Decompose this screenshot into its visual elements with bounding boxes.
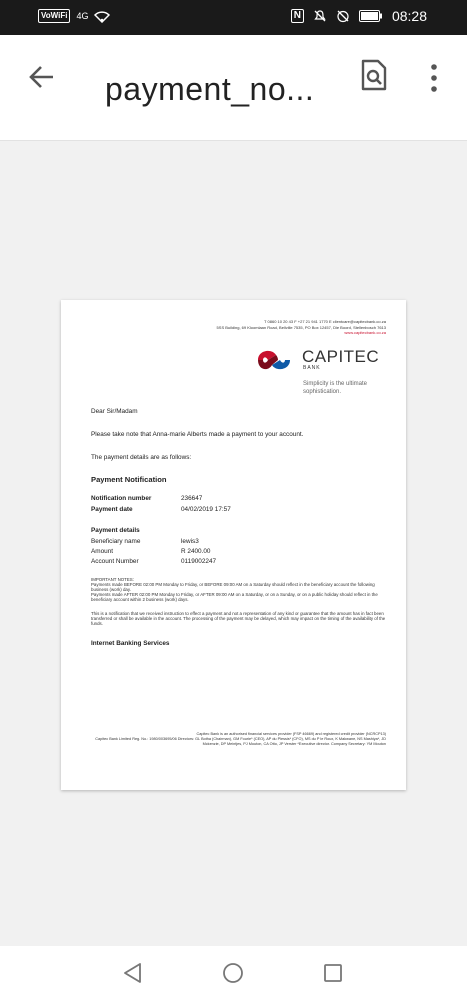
signoff: Internet Banking Services [91,640,170,647]
back-arrow-icon[interactable] [28,63,56,91]
footer-line-1: Capitec Bank is an authorised financial services provider (FSP 46669) and registered credit provider (NCRCP13) [196,732,386,736]
mute-icon [313,9,327,23]
header-website: www.capitecbank.co.za [344,330,386,335]
amount-label: Amount [91,548,114,555]
status-right [291,8,427,24]
back-triangle-icon[interactable] [122,962,144,984]
document-page [61,300,406,790]
vowifi-badge: VoWiFi [38,9,70,23]
capitec-logo [254,346,389,376]
notes-line-2: Payments made AFTER 02:00 PM Monday to Friday, or AFTER 09:00 AM on a Saturday, or on a Sunday, or on a public holiday should reflect in the beneficiary account within 2 business (work) days. [91,592,378,602]
footer-line-2: Capitec Bank Limited Reg. No.: 1980/003695/06 Directors: GL Botha (Chairman), GM Fourie* (CEO), AP du Plessis* (CFO), MS du P le Roux, K Makwane, NS Mashiya*, JD Mckenzie, DP Meintjes, PJ Mouton, CA Otto, JP Verster *Executive director. Company Secretary: YM Mouton [95,737,386,747]
document-footer [86,732,386,748]
notification-number-value: 236647 [181,495,203,502]
status-left [38,9,110,23]
important-notes [91,577,386,602]
bank-contact-header [217,319,386,336]
network-indicator: 4G [76,11,89,21]
battery-icon [359,10,383,22]
account-label: Account Number [91,558,139,565]
alarm-off-icon [336,9,350,23]
search-document-icon[interactable] [360,59,388,91]
home-circle-icon[interactable] [222,962,244,984]
logo-subtitle: BANK [303,365,321,371]
notes-title: IMPORTANT NOTES: [91,577,134,582]
header-contact-line: T 0860 10 20 43 F +27 21 941 1770 E clientcare@capitecbank.co.za [264,319,386,324]
clock: 08:28 [391,8,427,24]
payment-details-heading: Payment details [91,527,140,534]
capitec-logo-mark-icon [254,346,294,374]
nfc-icon: N [291,9,304,23]
beneficiary-label: Beneficiary name [91,538,141,545]
status-bar [0,0,467,35]
notes-line-1: Payments made BEFORE 02:00 PM Monday to Friday, or BEFORE 09:00 AM on a Saturday should reflect in the beneficiary account the following business (work) day. [91,582,375,592]
wifi-icon [94,10,110,23]
intro-text: Please take note that Anna-marie Alberts made a payment to your account. [91,431,304,438]
disclaimer: This is a notification that we received instruction to effect a payment and not a representation of any kind or guarantee that the amount has in fact been transferred or shall be available in the account. The processing of the payment may be delayed, which may impact on the timing of the availability of the funds. [91,611,386,626]
notification-number-label: Notification number [91,495,152,502]
more-vert-icon[interactable] [428,63,440,93]
system-nav-bar [0,946,467,1000]
account-value: 0119002247 [181,558,217,565]
logo-wordmark: CAPITEC [302,347,380,366]
beneficiary-value: lewis3 [181,538,199,545]
tagline-line-1: Simplicity is the ultimate [303,381,368,387]
tagline [303,380,367,396]
header-address-line: 5SS Building, 69 Kloomlaan Road, Bellville 7535, PO Box 12457, Die Boord, Stellenbosch 7613 [216,324,386,330]
payment-date-value: 04/02/2019 17:57 [181,506,231,513]
app-bar [0,35,467,141]
document-title: payment_no... [105,71,315,107]
amount-value: R 2400.00 [181,548,211,555]
details-intro: The payment details are as follows: [91,454,192,461]
notification-heading: Payment Notification [91,475,167,484]
tagline-line-2: sophistication. [303,389,342,395]
salutation: Dear Sir/Madam [91,408,138,415]
recents-square-icon[interactable] [322,962,344,984]
payment-date-label: Payment date [91,506,133,513]
